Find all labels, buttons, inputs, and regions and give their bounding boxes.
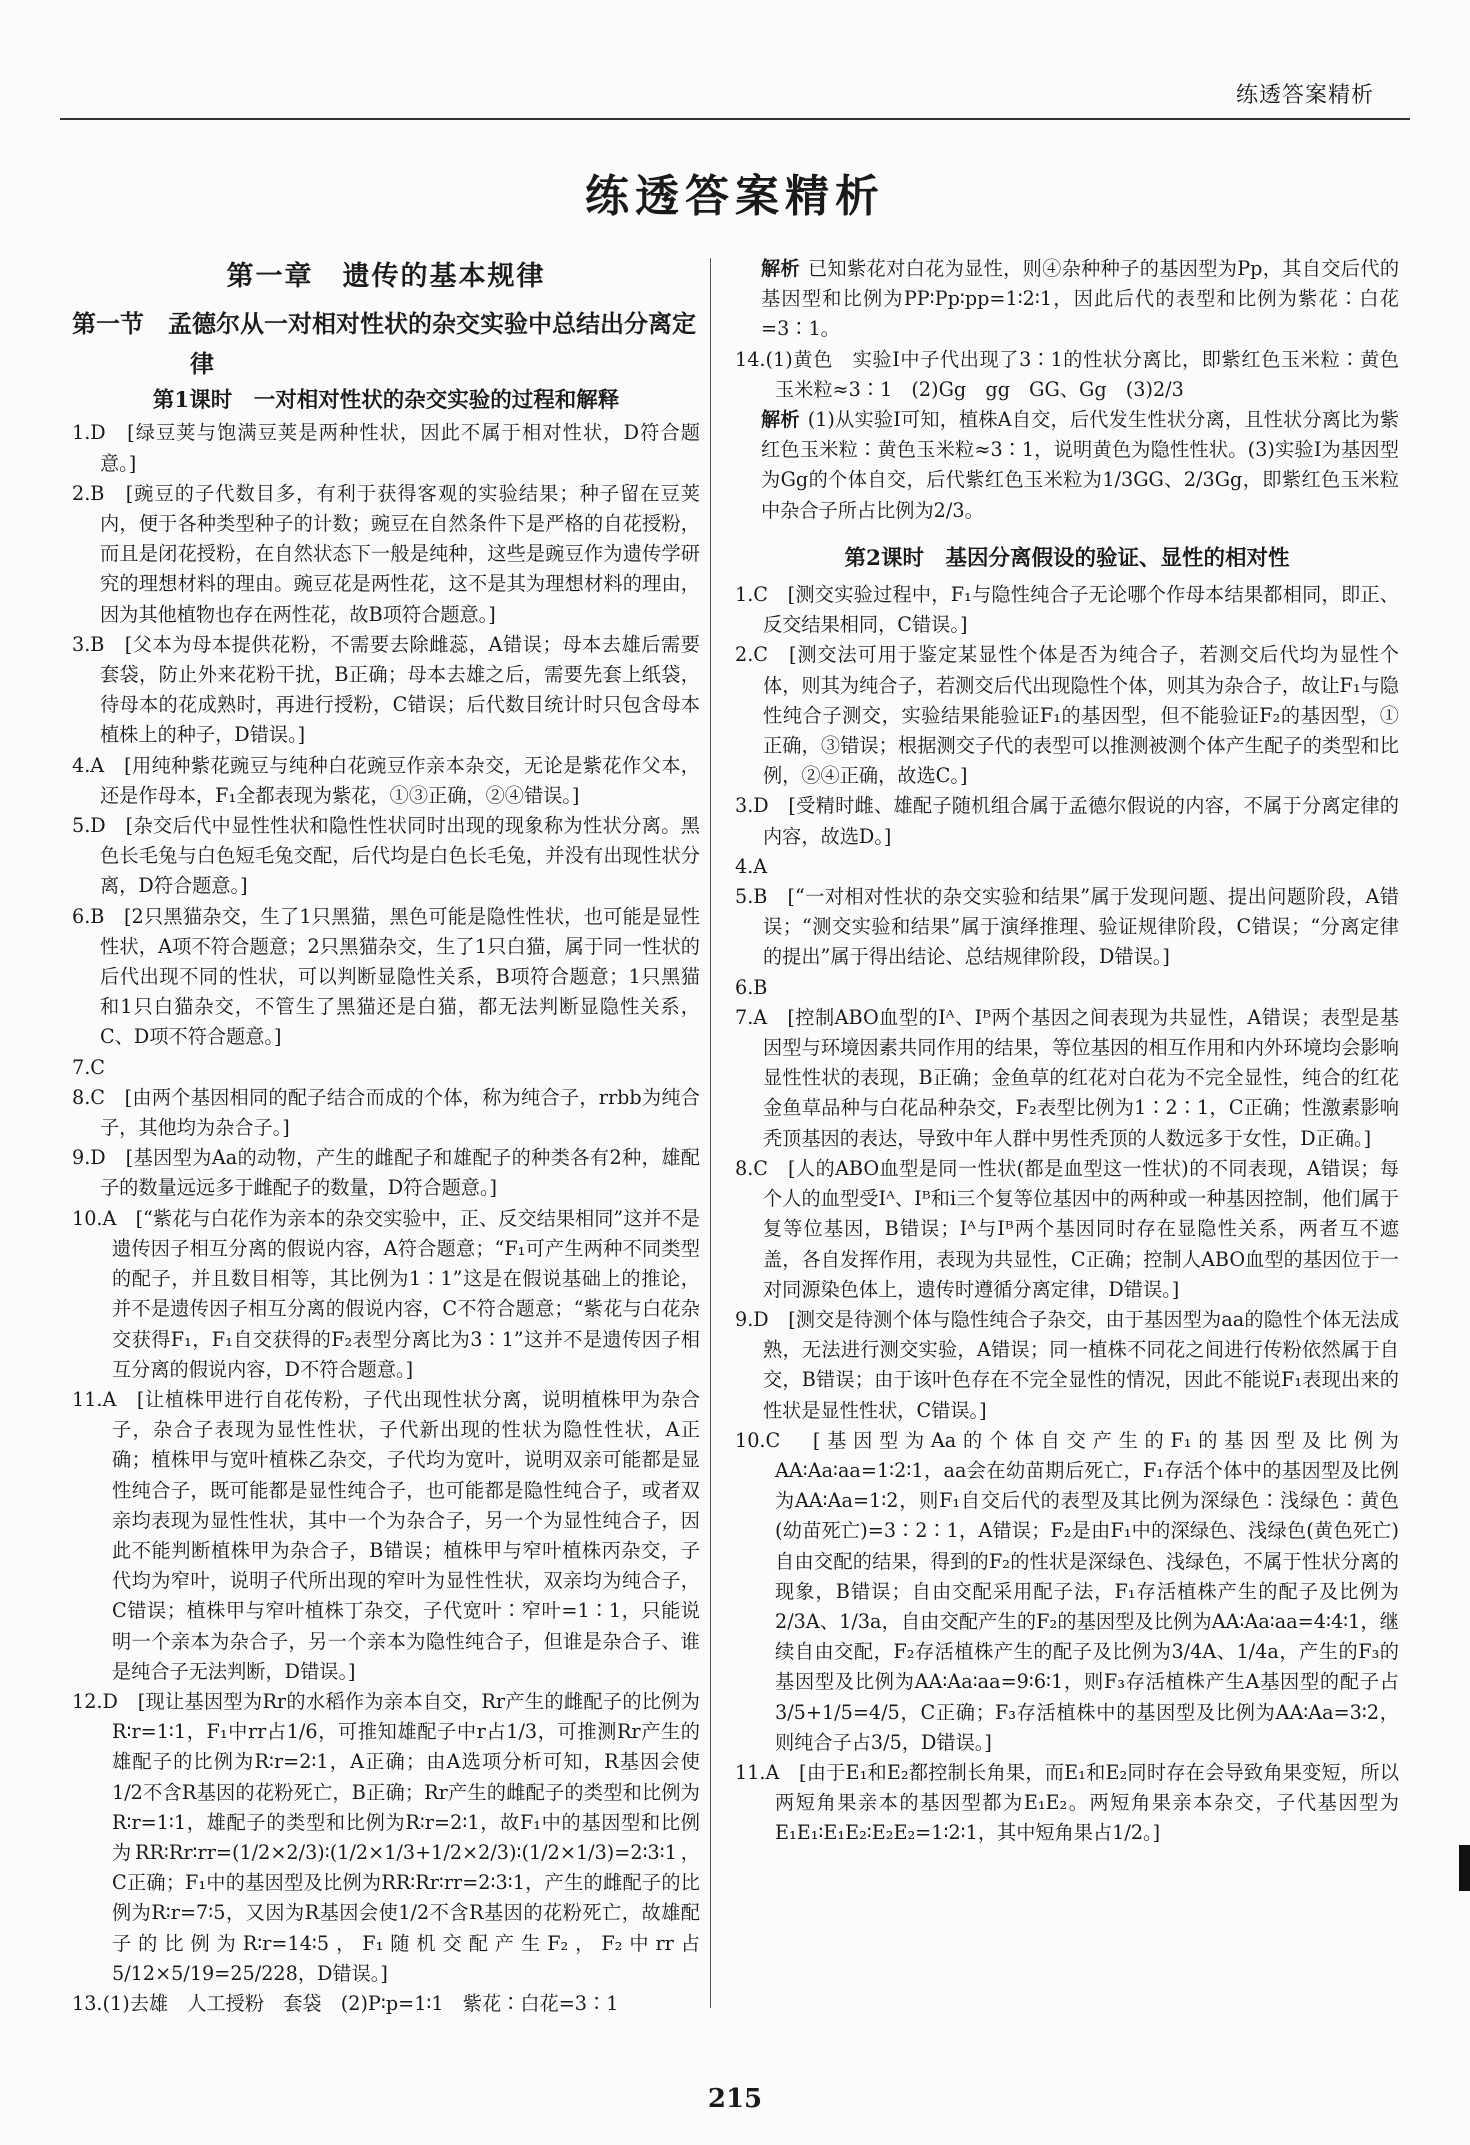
answer-item: 8.C [人的ABO血型是同一性状(都是血型这一性状)的不同表现，A错误；每个人的血型受Iᴬ、Iᴮ和i三个复等位基因中的两种或一种基因控制，他们属于复等位基因，B错误；Iᴬ与Iᴮ两个基因同时存在显隐性关系，两者互不遮盖，各自发挥作用，表现为共显性，C正确；控制人ABO血型的基因位于一对同源染色体上，遗传时遵循分离定律，D错误。] <box>735 1156 1399 1301</box>
answer-item: 12.D [现让基因型为Rr的水稻作为亲本自交，Rr产生的雌配子的比例为R∶r=1∶1，F₁中rr占1/6，可推知雄配子中r占1/3，可推测Rr产生的雄配子的比例为R∶r=2∶1，A正确；由A选项分析可知，R基因会使1/2不含R基因的花粉死亡，B正确；Rr产生的雌配子的类型和比例为R∶r=1∶1，雄配子的类型和比例为R∶r=2∶1，故F₁中的基因型和比例为RR∶Rr∶rr=(1/2×2/3)∶(1/2×1/3+1/2×2/3)∶(1/2×1/3)=2∶3∶1，C正确；F₁中的基因型及比例为RR∶Rr∶rr=2∶3∶1，产生的雌配子的比例为R∶r=7∶5，又因为R基因会使1/2不含R基因的花粉死亡，故雄配子的比例为R∶r=14∶5，F₁随机交配产生F₂，F₂中rr占5/12×5/19=25/228，D错误。] <box>72 1689 700 1985</box>
page-title: 练透答案精析 <box>585 171 885 222</box>
answer-item: 3.D [受精时雌、雄配子随机组合属于孟德尔假说的内容，不属于分离定律的内容，故选D。] <box>735 794 1399 848</box>
lesson-heading: 第2课时 基因分离假设的验证、显性的相对性 <box>844 545 1290 571</box>
analysis-label: 解析 <box>761 257 801 280</box>
answer-item: 10.A [“紫花与白花作为亲本的杂交实验中，正、反交结果相同”这并不是遗传因子相互分离的假说内容，A符合题意；“F₁可产生两种不同类型的配子，并且数目相等，其比例为1∶1”这是在假说基础上的推论，并不是遗传因子相互分离的假说内容，C不符合题意；“紫花与白花杂交获得F₁，F₁自交获得的F₂表型分离比为3∶1”这并不是遗传因子相互分离的假说内容，D不符合题意。] <box>72 1206 700 1381</box>
answer-item: 11.A [让植株甲进行自花传粉，子代出现性状分离，说明植株甲为杂合子，杂合子表现为显性性状，子代新出现的性状为隐性性状，A正确；植株甲与宽叶植株乙杂交，子代均为宽叶，说明双亲可能都是显性纯合子，既可能都是显性纯合子，也可能都是隐性纯合子，或者双亲均表现为显性性状，其中一个为杂合子，另一个为显性纯合子，因此不能判断植株甲为杂合子，B错误；植株甲与窄叶植株丙杂交，子代均为窄叶，说明子代所出现的窄叶为显性性状，双亲均为纯合子，C错误；植株甲与窄叶植株丁杂交，子代宽叶∶窄叶=1∶1，只能说明一个亲本为杂合子，另一个亲本为隐性纯合子，但谁是杂合子、谁是纯合子无法判断，D错误。] <box>72 1387 700 1683</box>
answer-item: 4.A [用纯种紫花豌豆与纯种白花豌豆作亲本杂交，无论是紫花作父本，还是作母本，F₁全都表现为紫花，①③正确，②④错误。] <box>72 753 700 807</box>
answer-item: 13.(1)去雄 人工授粉 套袋 (2)P∶p=1∶1 紫花∶白花=3∶1 <box>72 1991 619 2015</box>
edge-tab-mark <box>1459 1845 1470 1891</box>
page-number: 215 <box>707 2084 763 2114</box>
column-divider <box>710 258 711 2008</box>
chapter-heading: 第一章 遗传的基本规律 <box>226 261 546 292</box>
header-rule <box>60 118 1410 120</box>
answer-item: 3.B [父本为母本提供花粉，不需要去除雌蕊，A错误；母本去雄后需要套袋，防止外来花粉干扰，B正确；母本去雄之后，需要先套上纸袋，待母本的花成熟时，再进行授粉，C错误；后代数目统计时只包含母本植株上的种子，D错误。] <box>72 632 700 747</box>
answer-item: 9.D [基因型为Aa的动物，产生的雌配子和雄配子的种类各有2种，雄配子的数量远远多于雌配子的数量，D符合题意。] <box>72 1146 700 1200</box>
answer-item: 2.C [测交法可用于鉴定某显性个体是否为纯合子，若测交后代均为显性个体，则其为纯合子，若测交后代出现隐性个体，则其为杂合子，故让F₁与隐性纯合子测交，实验结果能验证F₁的基因型，但不能验证F₂的基因型，①正确，③错误；根据测交子代的表型可以推测被测个体产生配子的类型和比例，②④正确，故选C。] <box>735 643 1399 788</box>
answer-item: 5.B [“一对相对性状的杂交实验和结果”属于发现问题、提出问题阶段，A错误；“测交实验和结果”属于演绎推理、验证规律阶段，C错误；“分离定律的提出”属于得出结论、总结规律阶段，D错误。] <box>735 885 1399 969</box>
answer-item: 10.C [基因型为Aa的个体自交产生的F₁的基因型及比例为AA∶Aa∶aa=1∶2∶1，aa会在幼苗期后死亡，F₁存活个体中的基因型及比例为AA∶Aa=1∶2，则F₁自交后代的表型及其比例为深绿色∶浅绿色∶黄色(幼苗死亡)=3∶2∶1，A错误；F₂是由F₁中的深绿色、浅绿色(黄色死亡)自由交配的结果，得到的F₂的性状是深绿色、浅绿色，不属于性状分离的现象，B错误；自由交配采用配子法，F₁存活植株产生的配子及比例为2/3A、1/3a，自由交配产生的F₂的基因型及比例为AA∶Aa∶aa=4∶4∶1，继续自由交配，F₂存活植株产生的配子及比例为3/4A、1/4a，产生的F₃的基因型及比例为AA∶Aa∶aa=9∶6∶1，则F₃存活植株产生A基因型的配子占3/5+1/5=4/5，C正确；F₃存活植株中的基因型及比例为AA∶Aa=3∶2，则纯合子占3/5，D错误。] <box>735 1428 1399 1754</box>
answer-item: 7.C <box>72 1055 105 1079</box>
analysis-block <box>735 254 1399 345</box>
analysis-text: (1)从实验Ⅰ可知，植株A自交，后代发生性状分离，且性状分离比为紫红色玉米粒∶黄色玉米粒≈3∶1，说明黄色为隐性性状。(3)实验Ⅰ为基因型为Gg的个体自交，后代紫红色玉米粒为1/3GG、2/3Gg，即紫红色玉米粒中杂合子所占比例为2/3。 <box>761 408 1399 522</box>
answer-item: 1.C [测交实验过程中，F₁与隐性纯合子无论哪个作母本结果都相同，即正、反交结果相同，C错误。] <box>735 583 1399 637</box>
answer-item: 7.A [控制ABO血型的Iᴬ、Iᴮ两个基因之间表现为共显性，A错误；表型是基因型与环境因素共同作用的结果，等位基因的相互作用和内外环境均会影响显性性状的表现，B正确；金鱼草的红花对白花为不完全显性，纯合的红花金鱼草品种与白花品种杂交，F₂表型比例为1∶2∶1，C正确；性激素影响秃顶基因的表达，导致中年人群中男性秃顶的人数远多于女性，D正确。] <box>735 1005 1399 1150</box>
analysis-label: 解析 <box>761 408 800 432</box>
answer-item: 5.D [杂交后代中显性性状和隐性性状同时出现的现象称为性状分离。黑色长毛兔与白色短毛兔交配，后代均是白色长毛兔，并没有出现性状分离，D符合题意。] <box>72 814 700 898</box>
answer-item: 4.A <box>735 854 768 878</box>
section-heading: 第一节 孟德尔从一对相对性状的杂交实验中总结出分离定律 <box>72 309 696 379</box>
answer-item: 6.B [2只黑猫杂交，生了1只黑猫，黑色可能是隐性性状，也可能是显性性状，A项不符合题意；2只黑猫杂交，生了1只白猫，属于同一性状的后代出现不同的性状，可以判断显隐性关系，B项符合题意；1只黑猫和1只白猫杂交，不管生了黑猫还是白猫，都无法判断显隐性关系，C、D项不符合题意。] <box>72 904 700 1049</box>
answer-item: 2.B [豌豆的子代数目多，有利于获得客观的实验结果；种子留在豆荚内，便于各种类型种子的计数；豌豆在自然条件下是严格的自花授粉，而且是闭花授粉，在自然状态下一般是纯种，这些是豌豆作为遗传学研究的理想材料的理由。豌豆花是两性花，这不是其为理想材料的理由，因为其他植物也存在两性花，故B项符合题意。] <box>72 481 700 626</box>
right-column <box>735 254 1399 1849</box>
analysis-text: 已知紫花对白花为显性，则④杂种种子的基因型为Pp，其自交后代的基因型和比例为PP∶Pp∶pp=1∶2∶1，因此后代的表型和比例为紫花∶白花=3∶1。 <box>761 257 1400 341</box>
answer-item: 11.A [由于E₁和E₂都控制长角果，而E₁和E₂同时存在会导致角果变短，所以两短角果亲本的基因型都为E₁E₂。两短角果亲本杂交，子代基因型为E₁E₁∶E₁E₂∶E₂E₂=1∶2∶1，其中短角果占1/2。] <box>735 1760 1399 1845</box>
answer-item: 8.C [由两个基因相同的配子结合而成的个体，称为纯合子，rrbb为纯合子，其他均为杂合子。] <box>72 1085 700 1140</box>
lesson-heading: 第1课时 一对相对性状的杂交实验的过程和解释 <box>152 388 620 414</box>
answer-item: 6.B <box>735 975 768 999</box>
running-head: 练透答案精析 <box>1235 83 1374 108</box>
answer-item: 14.(1)黄色 实验Ⅰ中子代出现了3∶1的性状分离比，即紫红色玉米粒∶黄色玉米粒≈3∶1 (2)Gg gg GG、Gg (3)2/3 <box>735 347 1399 401</box>
analysis-block <box>735 405 1399 526</box>
answer-item: 1.D [绿豆荚与饱满豆荚是两种性状，因此不属于相对性状，D符合题意。] <box>72 421 700 475</box>
answer-item: 9.D [测交是待测个体与隐性纯合子杂交，由于基因型为aa的隐性个体无法成熟，无法进行测交实验，A错误；同一植株不同花之间进行传粉依然属于自交，B错误；由于该叶色存在不完全显性的情况，因此不能说F₁表现出来的性状是显性性状，C错误。] <box>735 1307 1399 1422</box>
left-column <box>72 254 700 2019</box>
